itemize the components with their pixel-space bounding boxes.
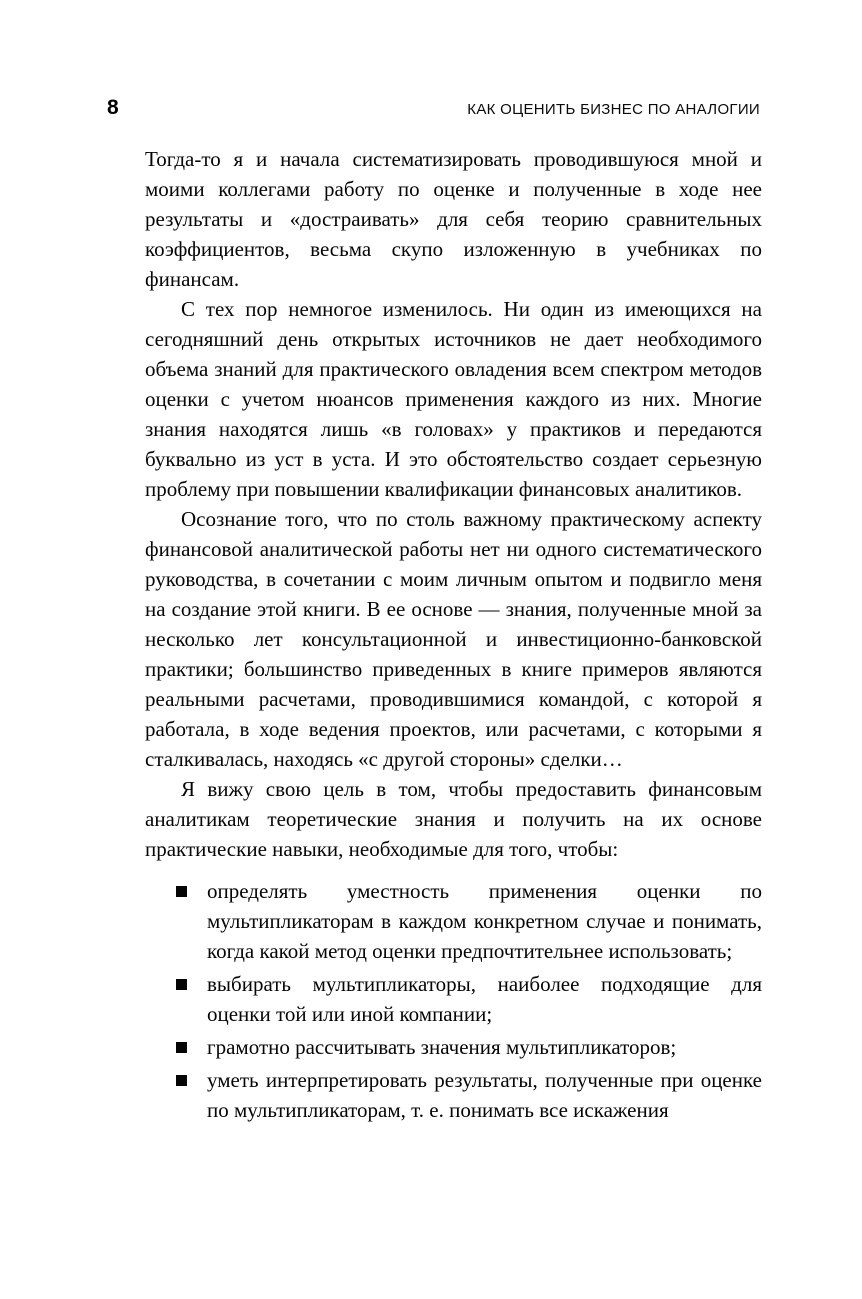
paragraph: С тех пор немногое изменилось. Ни один из имеющихся на сегодняшний день открытых источников не дает необходимого объема знаний для практического овладения всем спектром методов оценки с учетом нюансов применения каждого из них. Многие знания находятся лишь «в головах» у практиков и передаются буквально из уст в уста. И это обстоятельство создает серьезную проблему при повышении квалификации финансовых аналитиков. (145, 297, 762, 501)
paragraph: Тогда-то я и начала систематизировать проводившуюся мной и моими коллегами работу по оценке и полученные в ходе нее результаты и «достраивать» для себя теорию сравнительных коэффициентов, весьма скупо изложенную в учебниках по финансам. (145, 147, 762, 291)
bullet-square-icon (176, 1042, 187, 1053)
bullet-square-icon (176, 886, 187, 897)
list-item (145, 1065, 762, 1125)
list-item-text: выбирать мультипликаторы, наиболее подходящие для оценки той или иной компании; (207, 972, 762, 1026)
paragraph: Осознание того, что по столь важному практическому аспекту финансовой аналитической работы нет ни одного систематического руководства, в сочетании с моим личным опытом и подвигло меня на создание этой книги. В ее основе — знания, полученные мной за несколько лет консультационной и инвестиционно-банковской практики; большинство приведенных в книге примеров являются реальными расчетами, проводившимися командой, с которой я работала, в ходе ведения проектов, или расчетами, с которыми я сталкивалась, находясь «с другой стороны» сделки… (145, 507, 762, 771)
list-item-text: грамотно рассчитывать значения мультипликаторов; (207, 1035, 677, 1059)
page-number: 8 (107, 96, 119, 119)
list-item (145, 876, 762, 966)
paragraph: Я вижу свою цель в том, чтобы предоставить финансовым аналитикам теоретические знания и получить на их основе практические навыки, необходимые для того, чтобы: (145, 777, 762, 861)
list-item-text: уметь интерпретировать результаты, полученные при оценке по мультипликаторам, т. е. понимать все искажения (207, 1068, 762, 1122)
list-item (145, 1032, 762, 1062)
bullet-square-icon (176, 979, 187, 990)
bullet-square-icon (176, 1075, 187, 1086)
bullet-list (145, 876, 762, 1125)
list-item-text: определять уместность применения оценки по мультипликаторам в каждом конкретном случае и понимать, когда какой метод оценки предпочтительнее использовать; (207, 879, 762, 963)
running-title: КАК ОЦЕНИТЬ БИЗНЕС ПО АНАЛОГИИ (467, 101, 760, 118)
running-header (107, 96, 760, 120)
text-column (145, 144, 762, 1128)
list-item (145, 969, 762, 1029)
